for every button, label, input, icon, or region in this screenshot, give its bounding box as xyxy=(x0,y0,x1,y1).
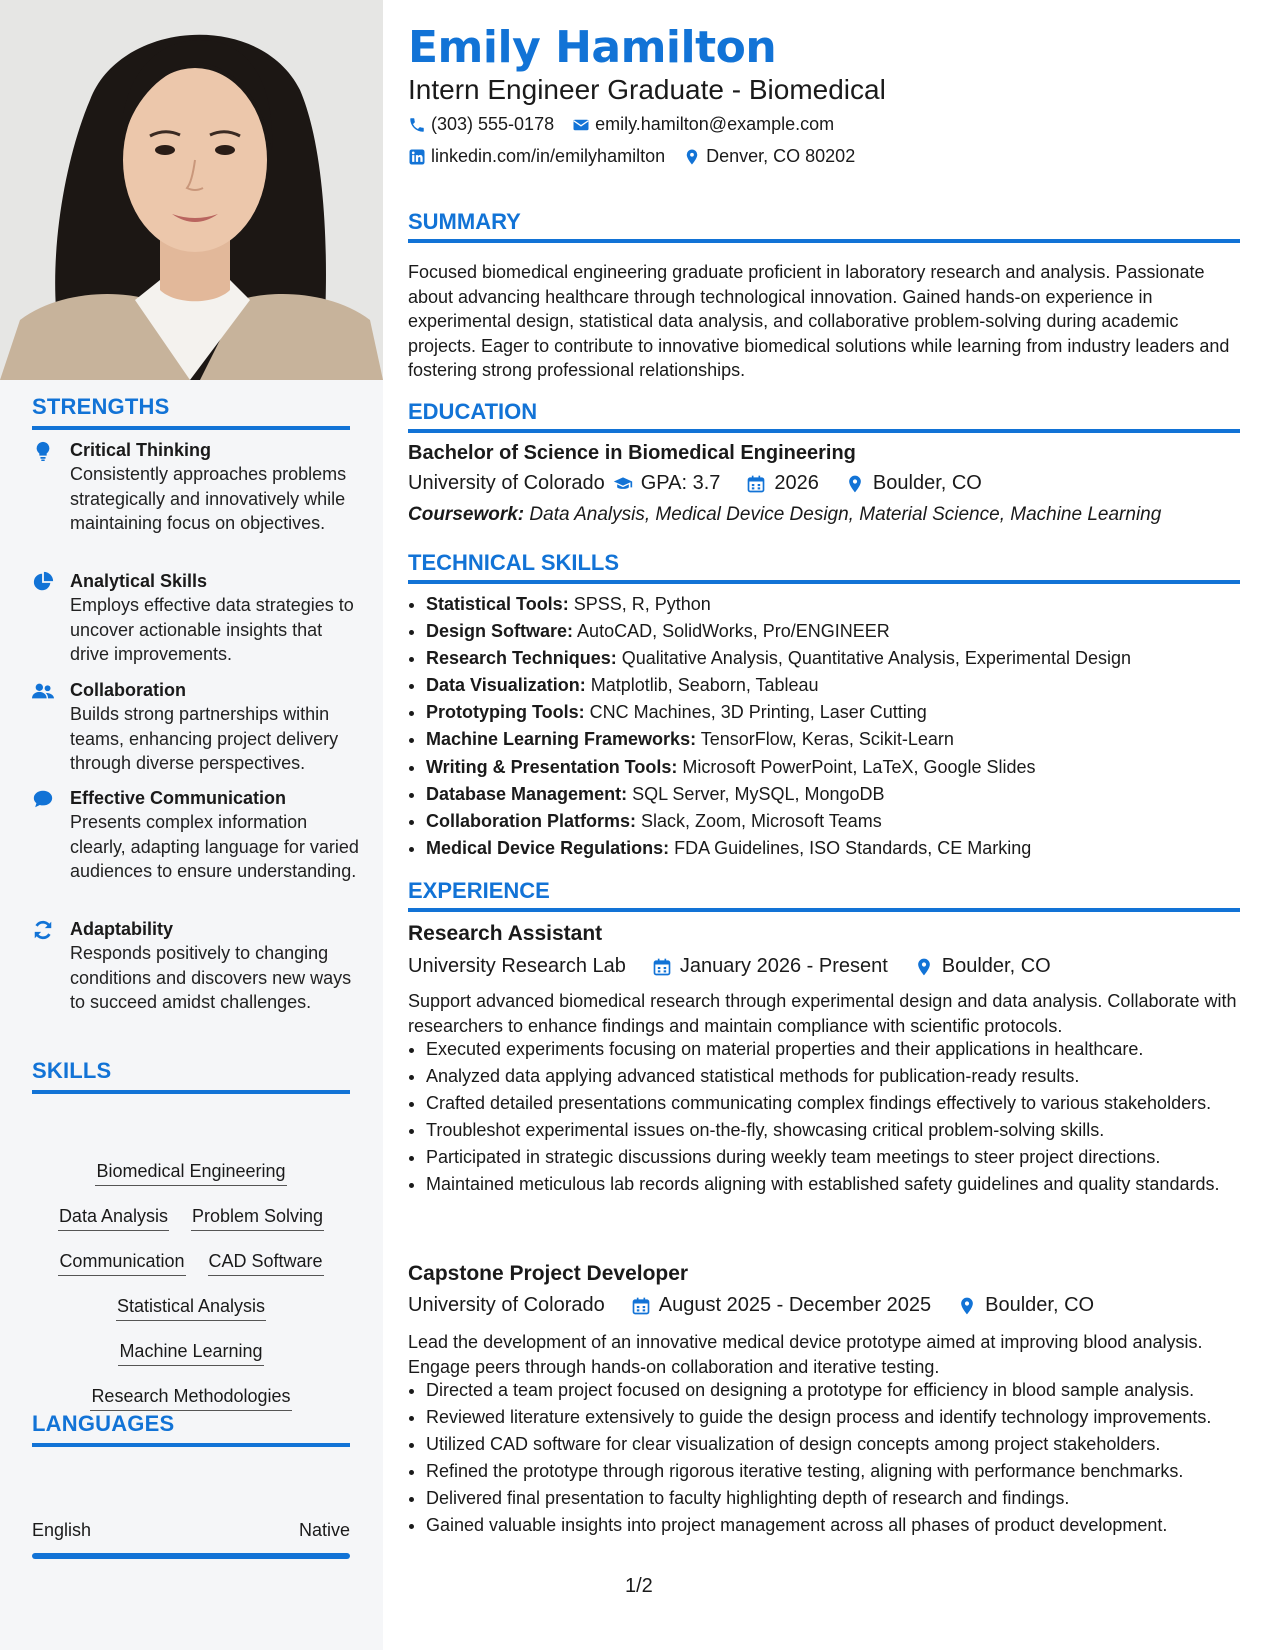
coursework-label: Coursework: xyxy=(408,504,525,525)
education-location: Boulder, CO xyxy=(872,472,982,494)
job-location: Boulder, CO xyxy=(941,955,1051,977)
strength-desc: Consistently approaches problems strategically and innovatively while maintaining focus on objectives. xyxy=(70,464,347,533)
job-location: Boulder, CO xyxy=(985,1294,1095,1316)
job-summary: Lead the development of an innovative medical device prototype aimed at improving blood analysis. Engage peers through hands-on collaboration and iterative testing. xyxy=(408,1332,1203,1377)
language-level-bar xyxy=(32,1553,350,1559)
calendar-icon xyxy=(631,1296,651,1316)
job-summary: Support advanced biomedical research through experimental design and data analysis. Collaborate with researchers to enhance findings and maintain compliance with scientific protocols. xyxy=(408,991,1237,1036)
job-meta xyxy=(408,1294,1240,1317)
strength-title: Effective Communication xyxy=(70,788,287,808)
skill-values: FDA Guidelines, ISO Standards, CE Marking xyxy=(674,837,1032,858)
education-heading: EDUCATION xyxy=(408,399,1240,433)
email-text: emily.hamilton@example.com xyxy=(595,114,835,134)
location-text: Denver, CO 80202 xyxy=(706,146,856,166)
skill-category: Collaboration Platforms: xyxy=(426,810,637,831)
job-dates: January 2026 - Present xyxy=(679,955,888,977)
summary-heading: SUMMARY xyxy=(408,209,1240,243)
skill-values: Qualitative Analysis, Quantitative Analysis, Experimental Design xyxy=(621,648,1131,669)
profile-photo xyxy=(0,0,383,380)
strength-item xyxy=(32,569,362,667)
experience-heading: EXPERIENCE xyxy=(408,878,1240,912)
skill-values: Slack, Zoom, Microsoft Teams xyxy=(641,810,882,831)
job-bullets xyxy=(408,1037,1258,1199)
strength-desc: Employs effective data strategies to uncover actionable insights that drive improvements. xyxy=(70,595,354,664)
job-org: University Research Lab xyxy=(408,955,626,977)
skill-row xyxy=(32,1338,350,1383)
school: University of Colorado xyxy=(408,472,605,494)
language-item xyxy=(32,1520,350,1541)
strength-item xyxy=(32,786,362,884)
contact-row xyxy=(408,146,855,167)
phone xyxy=(408,114,554,135)
skill-row xyxy=(32,1248,350,1293)
strength-title: Critical Thinking xyxy=(70,440,212,460)
map-pin-icon xyxy=(957,1296,977,1316)
phone-text: (303) 555-0178 xyxy=(431,114,555,134)
users-icon xyxy=(32,680,54,702)
skill-tag: Problem Solving xyxy=(191,1203,324,1231)
list-item: • Delivered final presentation to faculty highlighting depth of research and findings. xyxy=(426,1486,1258,1511)
technical-skills-heading: TECHNICAL SKILLS xyxy=(408,550,1240,584)
skill-values: SPSS, R, Python xyxy=(573,594,711,614)
skill-values: TensorFlow, Keras, Scikit-Learn xyxy=(700,729,954,750)
graduation-year: 2026 xyxy=(774,472,819,494)
skill-values: SQL Server, MySQL, MongoDB xyxy=(632,783,885,804)
strength-title: Adaptability xyxy=(70,919,174,939)
email[interactable] xyxy=(572,114,834,135)
job-meta xyxy=(408,955,1240,978)
technical-skills-list xyxy=(408,592,1258,863)
list-item: • Directed a team project focused on designing a prototype for efficiency in blood sample analysis. xyxy=(426,1378,1258,1403)
map-pin-icon xyxy=(845,474,865,494)
skill-category: Data Visualization: xyxy=(426,675,586,696)
strengths-heading: STRENGTHS xyxy=(32,394,350,430)
strength-title: Analytical Skills xyxy=(70,571,208,591)
list-item xyxy=(426,592,1258,617)
strength-item xyxy=(32,678,362,776)
language-level: Native xyxy=(298,1520,350,1540)
list-item xyxy=(426,646,1258,671)
calendar-icon xyxy=(652,957,672,977)
degree: Bachelor of Science in Biomedical Engineering xyxy=(408,442,856,464)
languages-heading: LANGUAGES xyxy=(32,1411,350,1447)
chat-bubble-icon xyxy=(32,788,54,810)
skills-heading: SKILLS xyxy=(32,1058,350,1094)
list-item: • Gained valuable insights into project management across all phases of product development. xyxy=(426,1513,1258,1538)
skill-row xyxy=(32,1203,350,1248)
skill-category: Research Techniques: xyxy=(426,648,617,669)
contact-row xyxy=(408,114,834,135)
list-item xyxy=(426,727,1258,752)
refresh-icon xyxy=(32,919,54,941)
page-number: 1/2 xyxy=(625,1575,653,1597)
skill-values: AutoCAD, SolidWorks, Pro/ENGINEER xyxy=(577,621,890,642)
skill-tag: Research Methodologies xyxy=(90,1383,291,1411)
strength-item xyxy=(32,438,362,536)
skill-values: Microsoft PowerPoint, LaTeX, Google Slides xyxy=(682,756,1036,777)
list-item: • Crafted detailed presentations communicating complex findings effectively to various stakeholders. xyxy=(426,1091,1258,1116)
envelope-icon xyxy=(572,116,590,134)
linkedin[interactable] xyxy=(408,146,665,167)
map-pin-icon xyxy=(683,148,701,166)
list-item: • Maintained meticulous lab records aligning with established safety guidelines and quality standards. xyxy=(426,1172,1258,1197)
list-item xyxy=(426,619,1258,644)
skill-tag: Data Analysis xyxy=(58,1203,169,1231)
linkedin-text: linkedin.com/in/emilyhamilton xyxy=(431,146,666,166)
lightbulb-icon xyxy=(32,440,54,462)
list-item xyxy=(426,836,1258,861)
skill-tag: Biomedical Engineering xyxy=(95,1158,286,1186)
list-item xyxy=(426,755,1258,780)
list-item xyxy=(426,782,1258,807)
list-item xyxy=(426,809,1258,834)
job-dates: August 2025 - December 2025 xyxy=(658,1294,932,1316)
strength-desc: Builds strong partnerships within teams, enhancing project delivery through diverse perspectives. xyxy=(70,704,339,773)
skill-category: Writing & Presentation Tools: xyxy=(426,756,678,777)
language-name: English xyxy=(32,1520,92,1540)
skill-tag: Communication xyxy=(58,1248,185,1276)
gpa: GPA: 3.7 xyxy=(640,472,721,494)
skill-category: Design Software: xyxy=(426,621,574,642)
map-pin-icon xyxy=(914,957,934,977)
list-item: • Troubleshot experimental issues on-the-fly, showcasing critical problem-solving skills. xyxy=(426,1118,1258,1143)
list-item: • Executed experiments focusing on material properties and their applications in healthcare. xyxy=(426,1037,1258,1062)
skill-category: Prototyping Tools: xyxy=(426,702,585,723)
strength-desc: Responds positively to changing conditions and discovers new ways to succeed amidst challenges. xyxy=(70,943,352,1012)
skill-tag: Statistical Analysis xyxy=(116,1293,266,1321)
job-bullets xyxy=(408,1378,1258,1540)
list-item xyxy=(426,700,1258,725)
skill-category: Medical Device Regulations: xyxy=(426,837,670,858)
candidate-role: Intern Engineer Graduate - Biomedical xyxy=(408,74,886,105)
summary-text: Focused biomedical engineering graduate proficient in laboratory research and analysis. Passionate about advancing healthcare through technological innovation. Gained hands-on experience in experimental design, statistical data analysis, and collaborative problem-solving during academic projects. Eager to contribute to innovative biomedical solutions while learning from industry leaders and fostering strong professional relationships. xyxy=(408,262,1230,380)
strength-title: Collaboration xyxy=(70,680,186,700)
list-item: • Refined the prototype through rigorous iterative testing, aligning with performance benchmarks. xyxy=(426,1459,1258,1484)
job-title: Research Assistant xyxy=(408,922,603,945)
job-org: University of Colorado xyxy=(408,1294,605,1316)
phone-icon xyxy=(408,116,426,134)
skill-category: Database Management: xyxy=(426,783,628,804)
list-item: • Analyzed data applying advanced statistical methods for publication-ready results. xyxy=(426,1064,1258,1089)
skill-row xyxy=(32,1158,350,1203)
skill-values: Matplotlib, Seaborn, Tableau xyxy=(590,675,819,696)
skill-category: Statistical Tools: xyxy=(426,594,569,614)
job-title: Capstone Project Developer xyxy=(408,1262,689,1285)
list-item: • Reviewed literature extensively to guide the design process and identify technology improvements. xyxy=(426,1405,1258,1430)
graduation-cap-icon xyxy=(613,474,633,494)
linkedin-icon xyxy=(408,148,426,166)
sidebar xyxy=(0,0,383,1650)
skill-tag: Machine Learning xyxy=(118,1338,263,1366)
location xyxy=(683,146,855,167)
education-meta xyxy=(408,472,1240,495)
list-item: • Utilized CAD software for clear visualization of design concepts among project stakeholders. xyxy=(426,1432,1258,1457)
skill-values: CNC Machines, 3D Printing, Laser Cutting xyxy=(589,702,927,723)
skill-category: Machine Learning Frameworks: xyxy=(426,729,697,750)
list-item xyxy=(426,673,1258,698)
skill-row xyxy=(32,1293,350,1338)
skill-tag: CAD Software xyxy=(208,1248,324,1276)
pie-chart-icon xyxy=(32,571,54,593)
list-item: • Participated in strategic discussions during weekly team meetings to steer project directions. xyxy=(426,1145,1258,1170)
coursework xyxy=(408,504,1240,526)
strength-desc: Presents complex information clearly, adapting language for varied audiences to ensure understanding. xyxy=(70,812,359,881)
strength-item xyxy=(32,917,362,1015)
candidate-name: Emily Hamilton xyxy=(408,22,777,73)
skills-list xyxy=(32,1158,350,1428)
calendar-icon xyxy=(746,474,766,494)
coursework-text: Data Analysis, Medical Device Design, Material Science, Machine Learning xyxy=(529,504,1162,525)
